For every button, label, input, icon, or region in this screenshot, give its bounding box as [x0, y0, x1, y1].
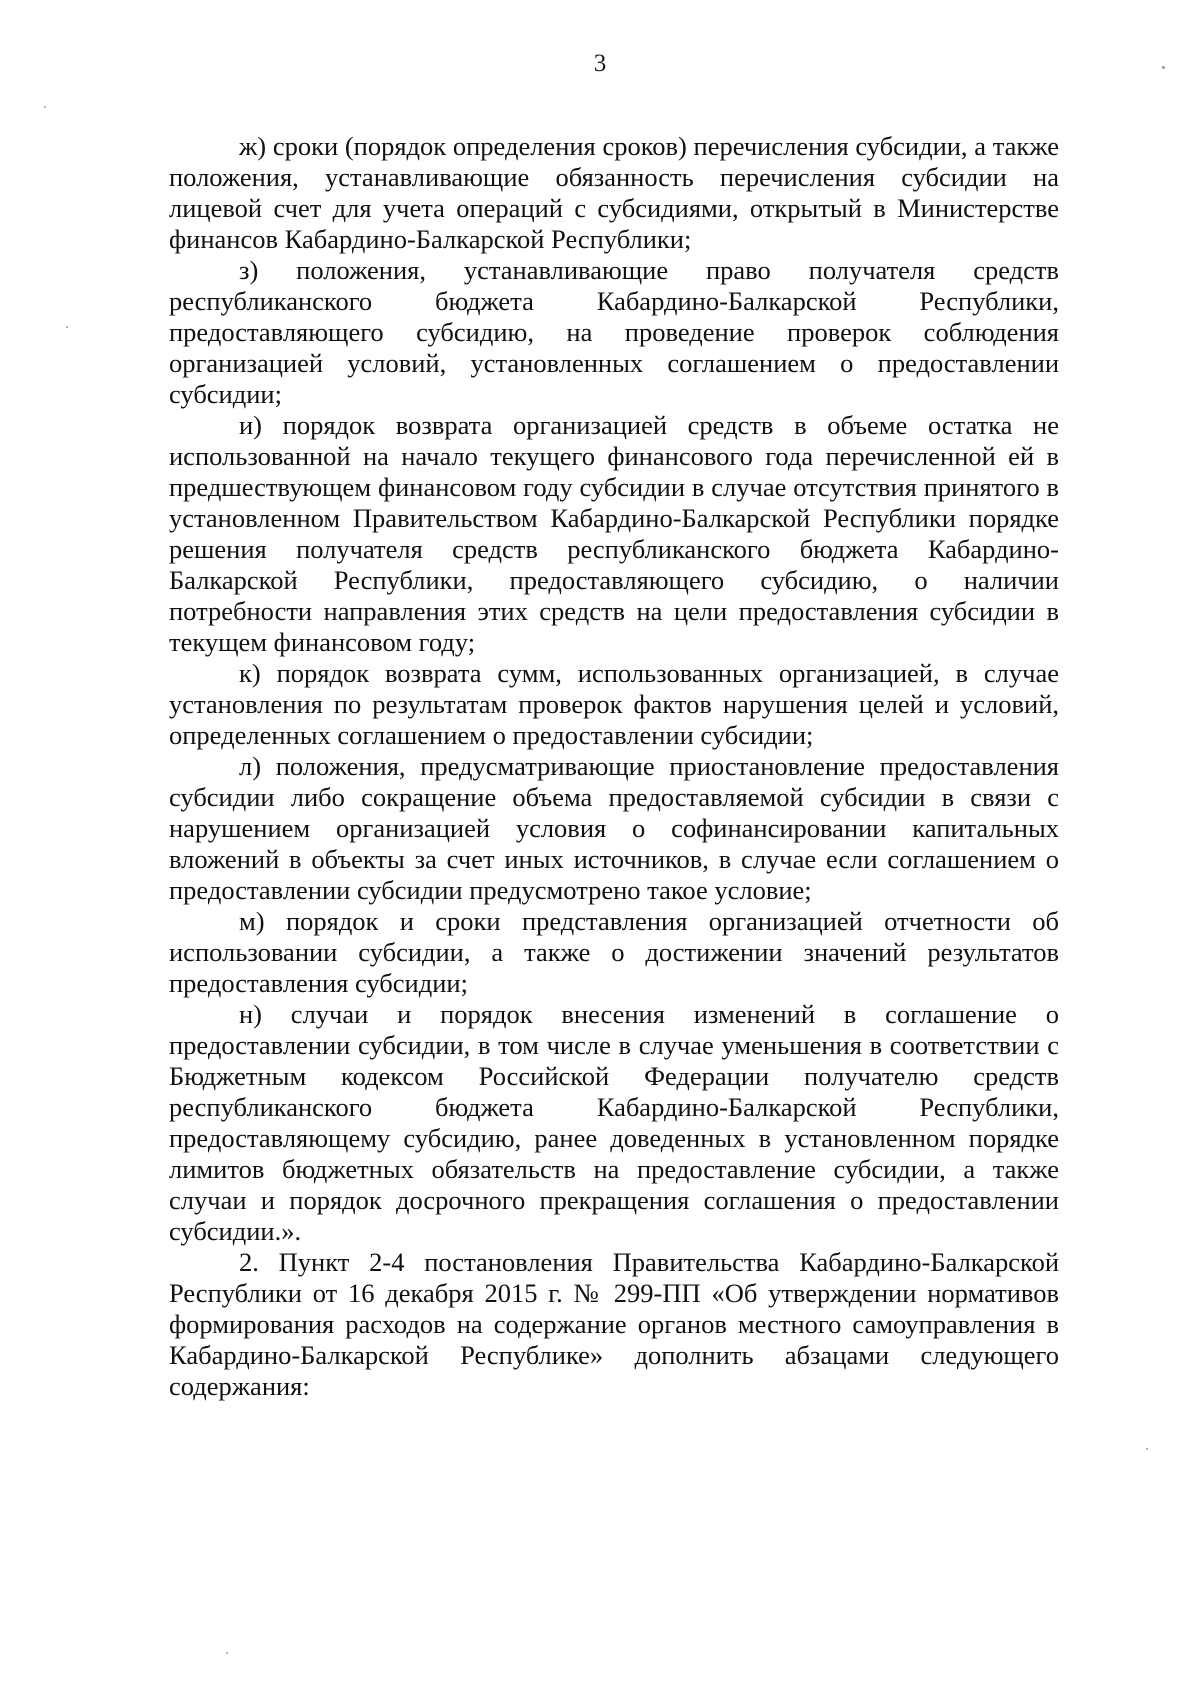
page-number: 3	[593, 50, 607, 77]
paragraph-item-2: 2. Пункт 2-4 постановления Правительства Кабардино-Балкарской Республики от 16 декабря 2015 г. № 299-ПП «Об утверждении нормативов формирования расходов на содержание органов местного самоуправления в Кабардино-Балкарской Республике» дополнить абзацами следующего содержания:	[169, 1247, 1059, 1401]
paragraph-z: з) положения, устанавливающие право получателя средств республиканского бюджета Кабардино-Балкарской Республики, предоставляющего субсидию, на проведение проверок соблюдения организацией условий, установленных соглашением о предоставлении субсидии;	[169, 255, 1059, 409]
scan-speck	[44, 106, 46, 108]
scan-speck	[226, 1652, 228, 1654]
paragraph-m: м) порядок и сроки представления организацией отчетности об использовании субсидии, а также о достижении значений результатов предоставления субсидии;	[169, 906, 1059, 998]
scan-speck	[1146, 1448, 1148, 1450]
paragraph-zh: ж) сроки (порядок определения сроков) перечисления субсидии, а также положения, устанавливающие обязанность перечисления субсидии на лицевой счет для учета операций с субсидиями, открытый в Министерстве финансов Кабардино-Балкарской Республики;	[169, 131, 1059, 254]
scan-speck	[1162, 66, 1165, 69]
paragraph-n: н) случаи и порядок внесения изменений в соглашение о предоставлении субсидии, в том числе в случае уменьшения в соответствии с Бюджетным кодексом Российской Федерации получателю средств республиканского бюджета Кабардино-Балкарской Республики, предоставляющему субсидию, ранее доведенных в установленном порядке лимитов бюджетных обязательств на предоставление субсидии, а также случаи и порядок досрочного прекращения соглашения о предоставлении субсидии.».	[169, 999, 1059, 1246]
scan-speck	[66, 326, 68, 328]
paragraph-l: л) положения, предусматривающие приостановление предоставления субсидии либо сокращение объема предоставляемой субсидии в связи с нарушением организацией условия о софинансировании капитальных вложений в объекты за счет иных источников, в случае если соглашением о предоставлении субсидии предусмотрено такое условие;	[169, 751, 1059, 905]
document-body	[169, 131, 1059, 1402]
paragraph-k: к) порядок возврата сумм, использованных организацией, в случае установления по результатам проверок фактов нарушения целей и условий, определенных соглашением о предоставлении субсидии;	[169, 658, 1059, 750]
paragraph-i: и) порядок возврата организацией средств в объеме остатка не использованной на начало текущего финансового года перечисленной ей в предшествующем финансовом году субсидии в случае отсутствия принятого в установленном Правительством Кабардино-Балкарской Республики порядке решения получателя средств республиканского бюджета Кабардино-Балкарской Республики, предоставляющего субсидию, о наличии потребности направления этих средств на цели предоставления субсидии в текущем финансовом году;	[169, 410, 1059, 657]
